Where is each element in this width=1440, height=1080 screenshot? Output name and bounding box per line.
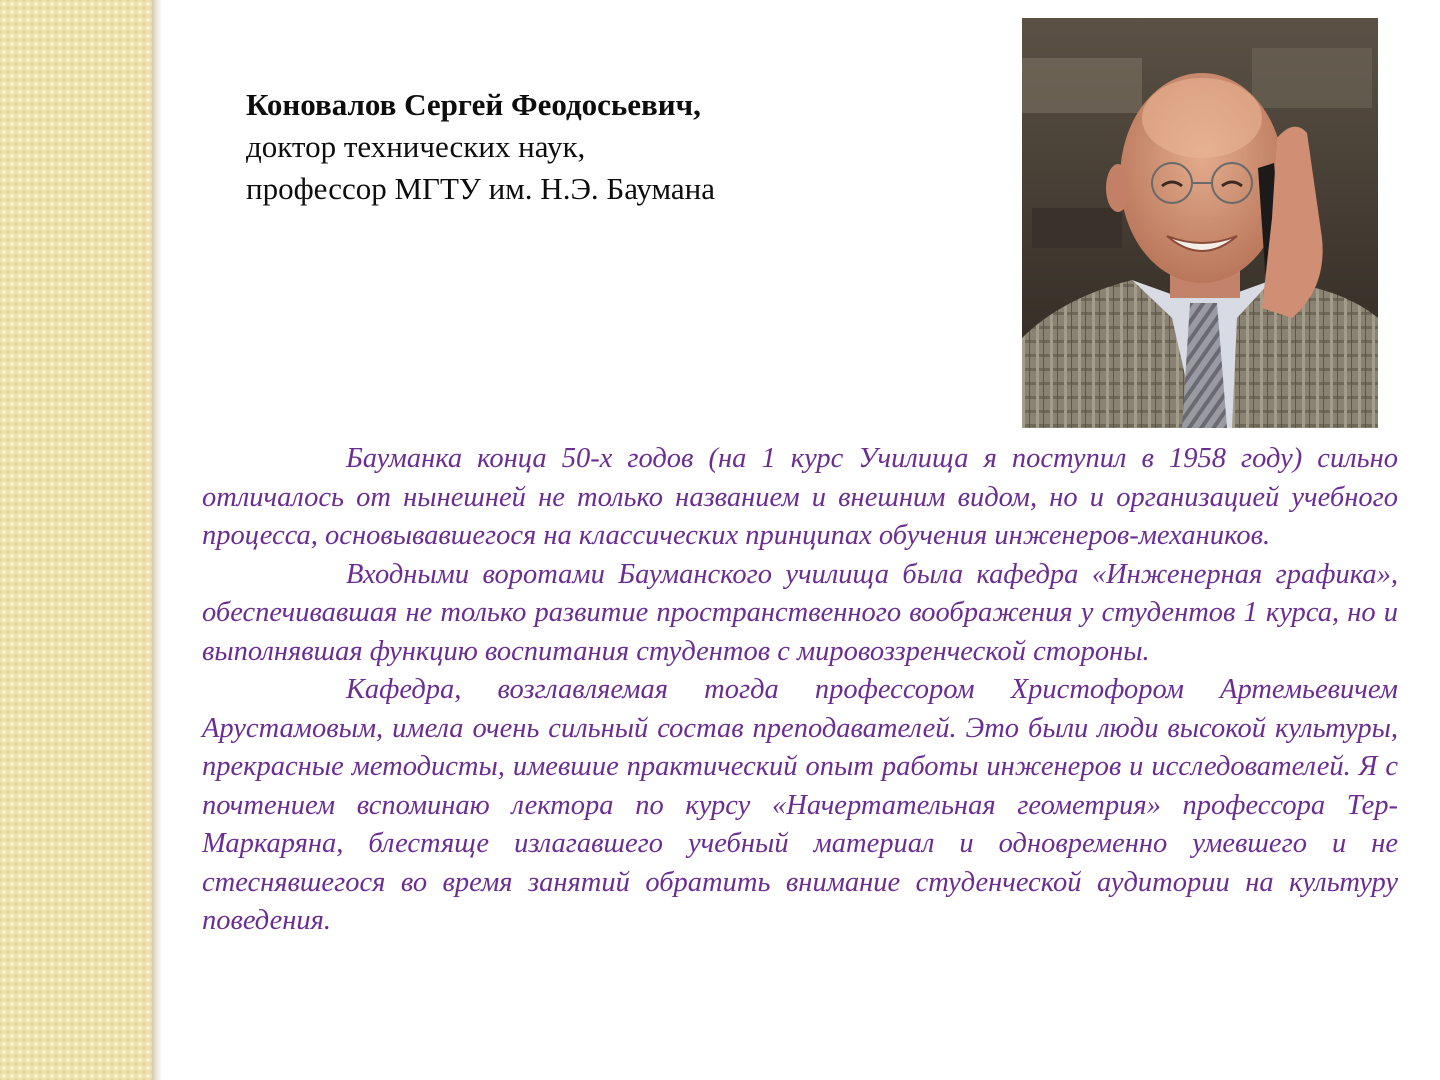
person-name: Коновалов Сергей Феодосьевич,	[246, 87, 701, 122]
paragraph: Бауманка конца 50-х годов (на 1 курс Училища я поступил в 1958 году) сильно отличалось от нынешней не только названием и внешним видом, но и организацией учебного процесса, основывавшегося на классических принципах обучения инженеров-механиков.	[202, 443, 1398, 551]
side-band-shadow	[152, 0, 162, 1080]
portrait-photo	[1022, 18, 1378, 428]
person-position: профессор МГТУ им. Н.Э. Баумана	[246, 170, 715, 206]
memoir-text	[202, 440, 1398, 941]
paragraph: Входными воротами Бауманского училища была кафедра «Инженерная графика», обеспечивавшая не только развитие пространственного воображения у студентов 1 курса, но и выполнявшая функцию воспитания студентов с мировоззренческой стороны.	[202, 558, 1398, 667]
decorative-side-band	[0, 0, 152, 1080]
person-header	[246, 84, 715, 210]
portrait-illustration	[1022, 18, 1378, 428]
person-degree: доктор технических наук,	[246, 128, 586, 164]
paragraph: Кафедра, возглавляемая тогда профессором Христофором Артемьевичем Арустамовым, имела очень сильный состав преподавателей. Это были люди высокой культуры, прекрасные методисты, имевшие практический опыт работы инженеров и исследователей. Я с почтением вспоминаю лектора по курсу «Начертательная геометрия» профессора Тер-Маркаряна, блестяще излагавшего учебный материал и одновременно умевшего и не стеснявшегося во время занятий обратить внимание студенческой аудитории на культуру поведения.	[202, 674, 1398, 936]
